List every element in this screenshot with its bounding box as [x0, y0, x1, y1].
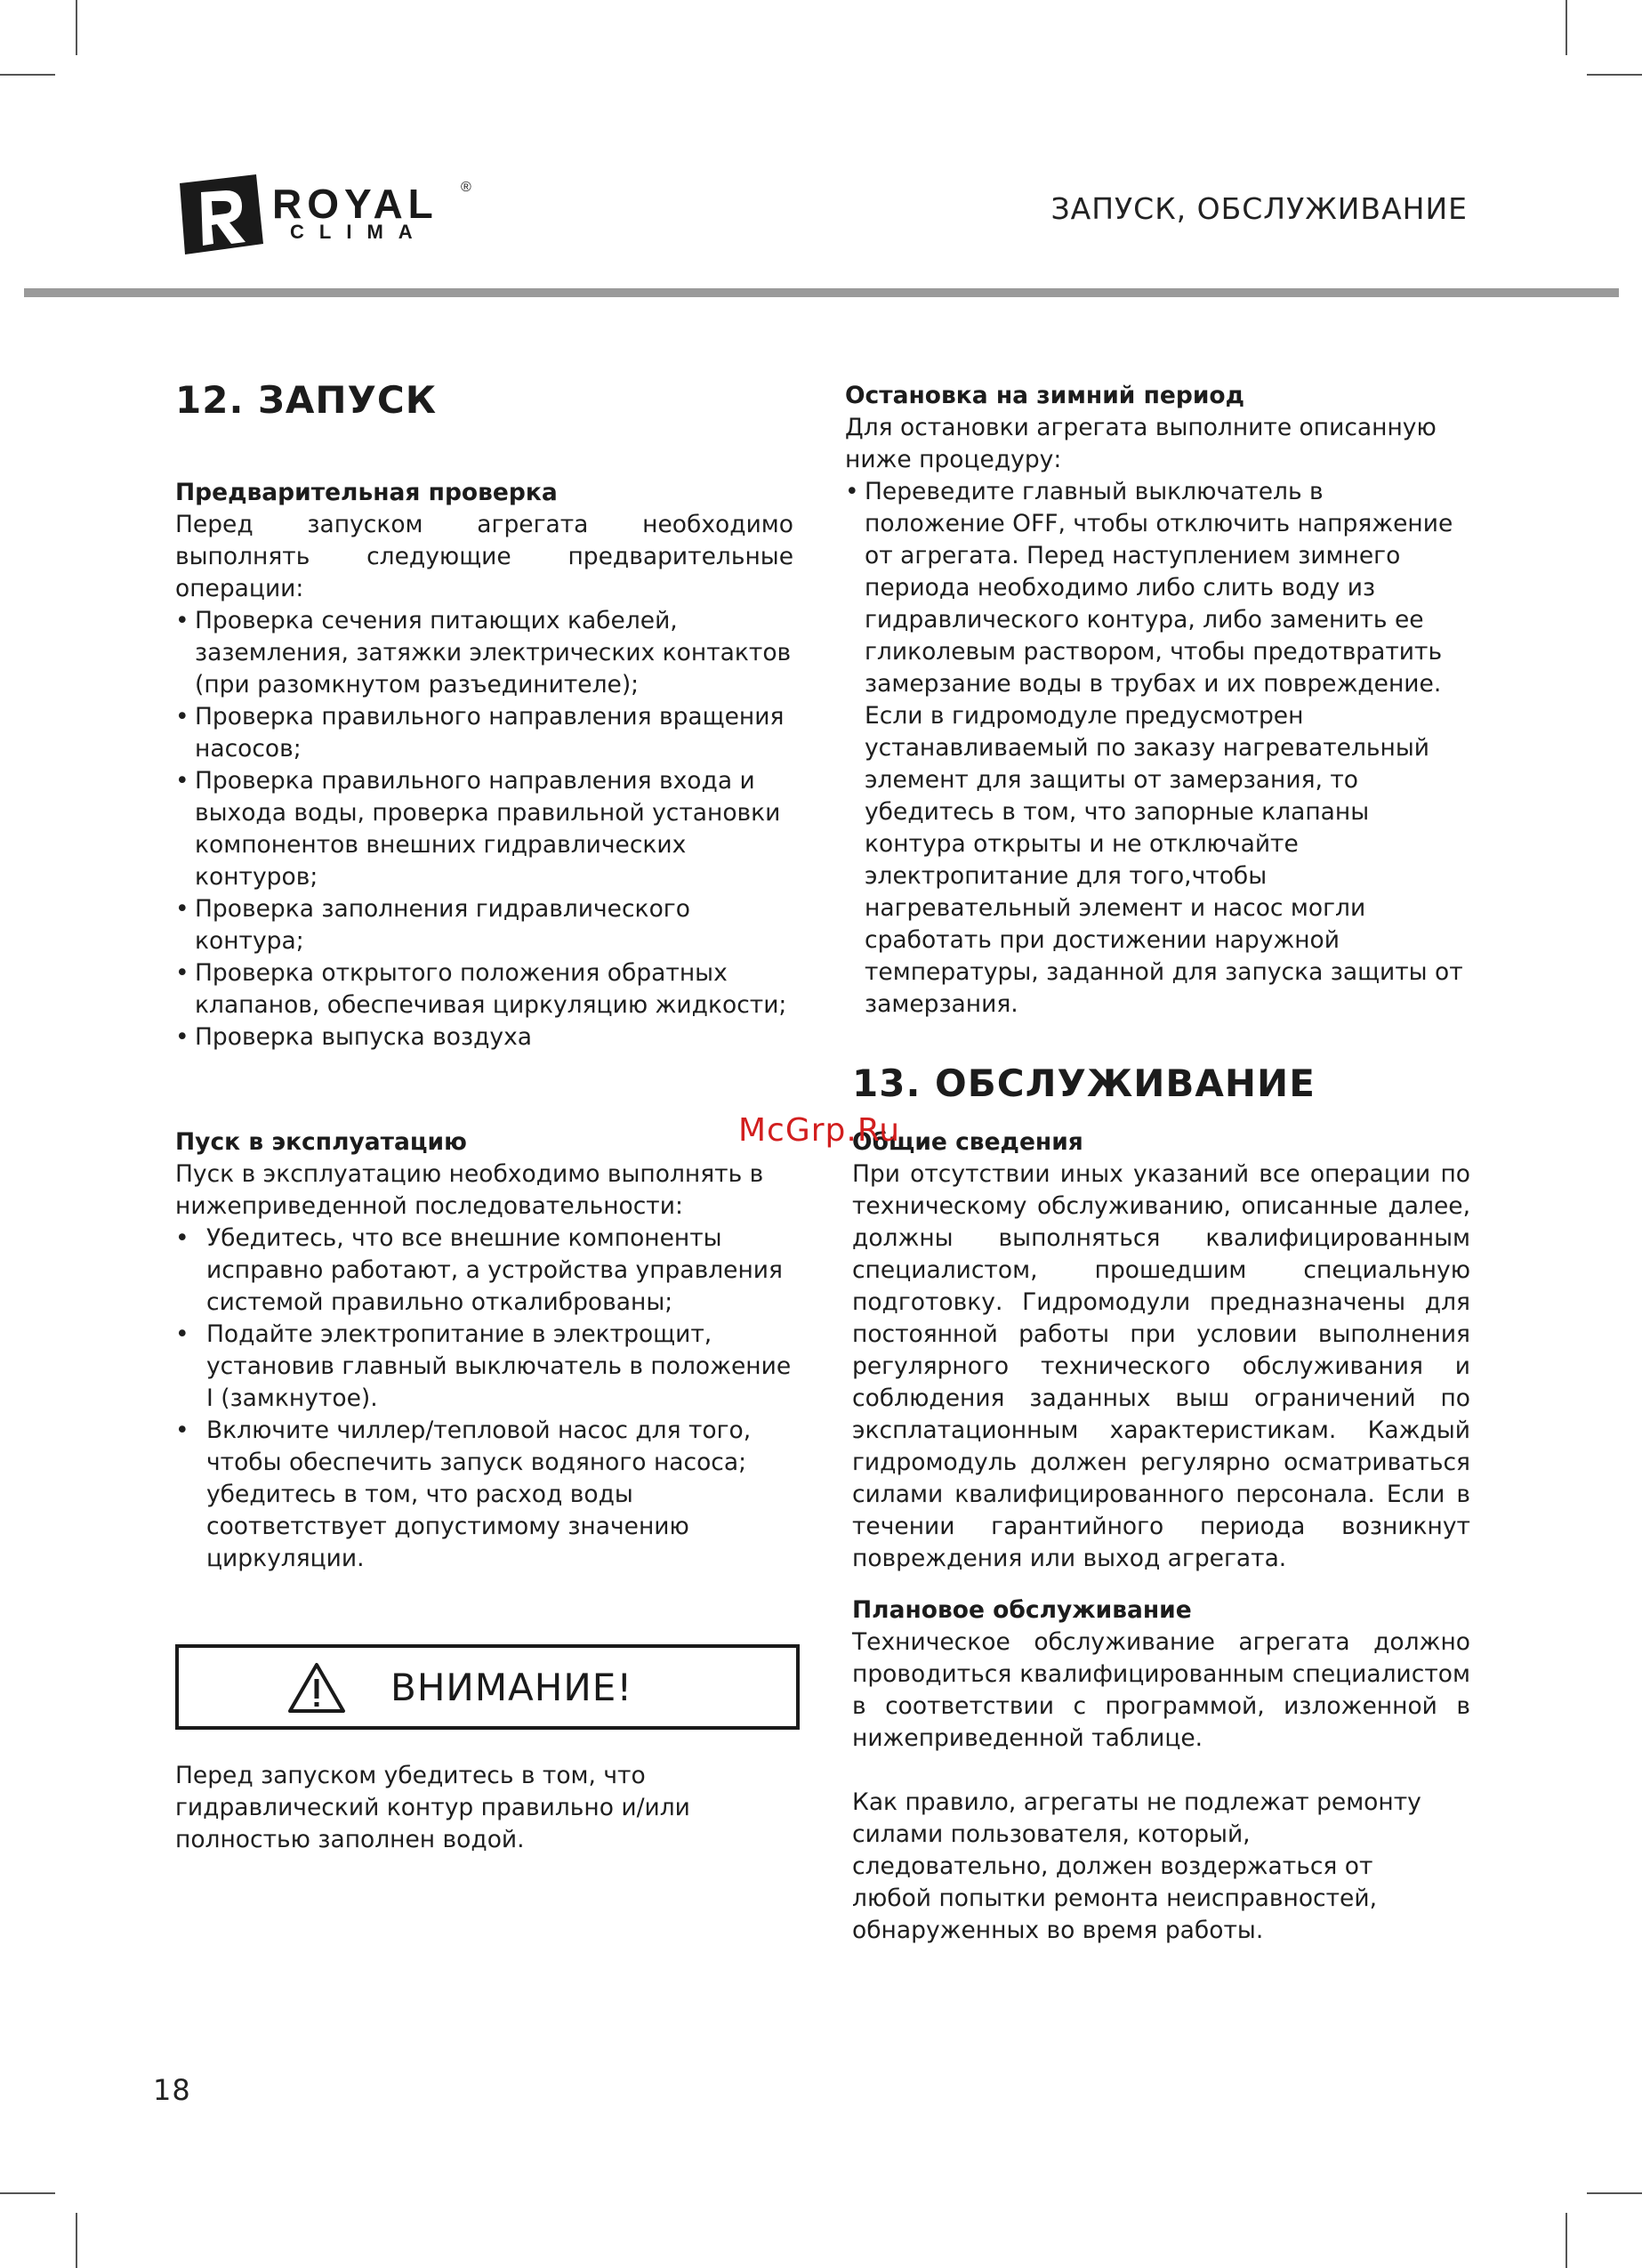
brand-logo	[174, 174, 481, 254]
crop-mark	[76, 2213, 77, 2268]
precheck-block	[175, 477, 793, 1053]
crop-mark	[0, 2192, 55, 2194]
list-item: • Проверка правильного направления вращения насосов;	[175, 701, 793, 765]
planned-note: Как правило, агрегаты не подлежат ремонту силами пользователя, который, следовательно, должен воздержаться от любой попытки ремонта неисправностей, обнаруженных во время работы.	[852, 1788, 1421, 1944]
brand-registered-mark: ®	[461, 180, 471, 195]
crop-mark	[0, 74, 55, 76]
general-block	[852, 1126, 1470, 1575]
winter-list	[845, 476, 1468, 1021]
brand-name: ROYAL	[272, 181, 439, 227]
crop-mark	[1566, 0, 1567, 55]
list-item: • Подайте электропитание в электрощит, установив главный выключатель в положение I (замкнутое).	[175, 1319, 798, 1415]
crop-mark	[1587, 2192, 1642, 2194]
list-item: • Включите чиллер/тепловой насос для того, чтобы обеспечить запуск водяного насоса; убедитесь в том, что расход воды соответствует допустимому значению циркуляции.	[175, 1415, 798, 1575]
brand-subname: CLIMA	[290, 221, 428, 243]
winter-block	[845, 380, 1468, 1021]
planned-note-block	[852, 1787, 1421, 1947]
warning-box	[175, 1644, 800, 1730]
crop-mark	[1566, 2213, 1567, 2268]
list-item: • Убедитесь, что все внешние компоненты исправно работают, а устройства управления системой правильно откалиброваны;	[175, 1223, 798, 1319]
planned-block	[852, 1594, 1470, 1755]
left-column	[175, 378, 800, 423]
warning-text-block	[175, 1760, 745, 1856]
list-item: • Проверка сечения питающих кабелей, заземления, затяжки электрических контактов (при разомкнутом разъединителе);	[175, 605, 793, 701]
crop-mark	[76, 0, 77, 55]
list-item: • Проверка открытого положения обратных клапанов, обеспечивая циркуляцию жидкости;	[175, 957, 793, 1021]
maintenance-heading-block	[852, 1061, 1475, 1106]
startup-title: Пуск в эксплуатацию	[175, 1128, 467, 1156]
winter-title: Остановка на зимний период	[845, 382, 1244, 409]
watermark: McGrp.Ru	[738, 1112, 901, 1149]
precheck-list	[175, 605, 793, 1053]
section-title: ЗАПУСК, ОБСЛУЖИВАНИЕ	[1050, 191, 1468, 226]
planned-text: Техническое обслуживание агрегата должно проводиться квалифицированным специалистом в соответствии с программой, изложенной в нижеприведенной таблице.	[852, 1628, 1470, 1752]
logo-r-emblem-icon	[174, 174, 263, 254]
warning-triangle-icon	[287, 1662, 346, 1714]
warning-text: Перед запуском убедитесь в том, что гидравлический контур правильно и/или полностью заполнен водой.	[175, 1762, 690, 1853]
general-title: Общие сведения	[852, 1128, 1083, 1156]
section-heading-maintenance: 13. ОБСЛУЖИВАНИЕ	[852, 1061, 1316, 1105]
list-item: • Проверка выпуска воздуха	[175, 1021, 793, 1053]
precheck-intro: Перед запуском агрегата необходимо выполнять следующие предварительные операции:	[175, 511, 793, 602]
startup-intro: Пуск в эксплуатацию необходимо выполнять в нижеприведенной последовательности:	[175, 1160, 764, 1220]
list-item: • Переведите главный выключатель в положение OFF, чтобы отключить напряжение от агрегата. Перед наступлением зимнего периода необходимо либо слить воду из гидравлического контура, либо заменить ее гликолевым раствором, чтобы предотвратить замерзание воды в трубах и их повреждение. Если в гидромодуле предусмотрен устанавливаемый по заказу нагревательный элемент для защиты от замерзания, то убедитесь в том, что запорные клапаны контура открыты и не отключайте электропитание для того,чтобы нагревательный элемент и насос могли сработать при достижении наружной температуры, заданной для запуска защиты от замерзания.	[845, 476, 1468, 1021]
planned-title: Плановое обслуживание	[852, 1596, 1192, 1624]
startup-block	[175, 1126, 798, 1575]
page-number: 18	[153, 2073, 191, 2107]
header-divider	[24, 288, 1619, 297]
general-text: При отсутствии иных указаний все операции по техническому обслуживанию, описанные далее, должны выполняться квалифицированным специалистом, прошедшим специальную подготовку. Гидромодули предназначены для постоянной работы при условии выполнения регулярного технического обслуживания и соблюдения заданных выш ограничений по эксплатационным характеристикам. Каждый гидромодуль должен регулярно осматриваться силами квалифицированного персонала. Если в течении гарантийного периода возникнут повреждения или выход агрегата.	[852, 1160, 1470, 1572]
warning-title: ВНИМАНИЕ!	[390, 1666, 633, 1709]
section-heading-startup: 12. ЗАПУСК	[175, 378, 438, 422]
list-item: • Проверка заполнения гидравлического контура;	[175, 893, 793, 957]
crop-mark	[1587, 74, 1642, 76]
precheck-title: Предварительная проверка	[175, 479, 558, 506]
winter-intro: Для остановки агрегата выполните описанную ниже процедуру:	[845, 414, 1437, 473]
list-item: • Проверка правильного направления входа и выхода воды, проверка правильной установки компонентов внешних гидравлических контуров;	[175, 765, 793, 893]
startup-list	[175, 1223, 798, 1575]
